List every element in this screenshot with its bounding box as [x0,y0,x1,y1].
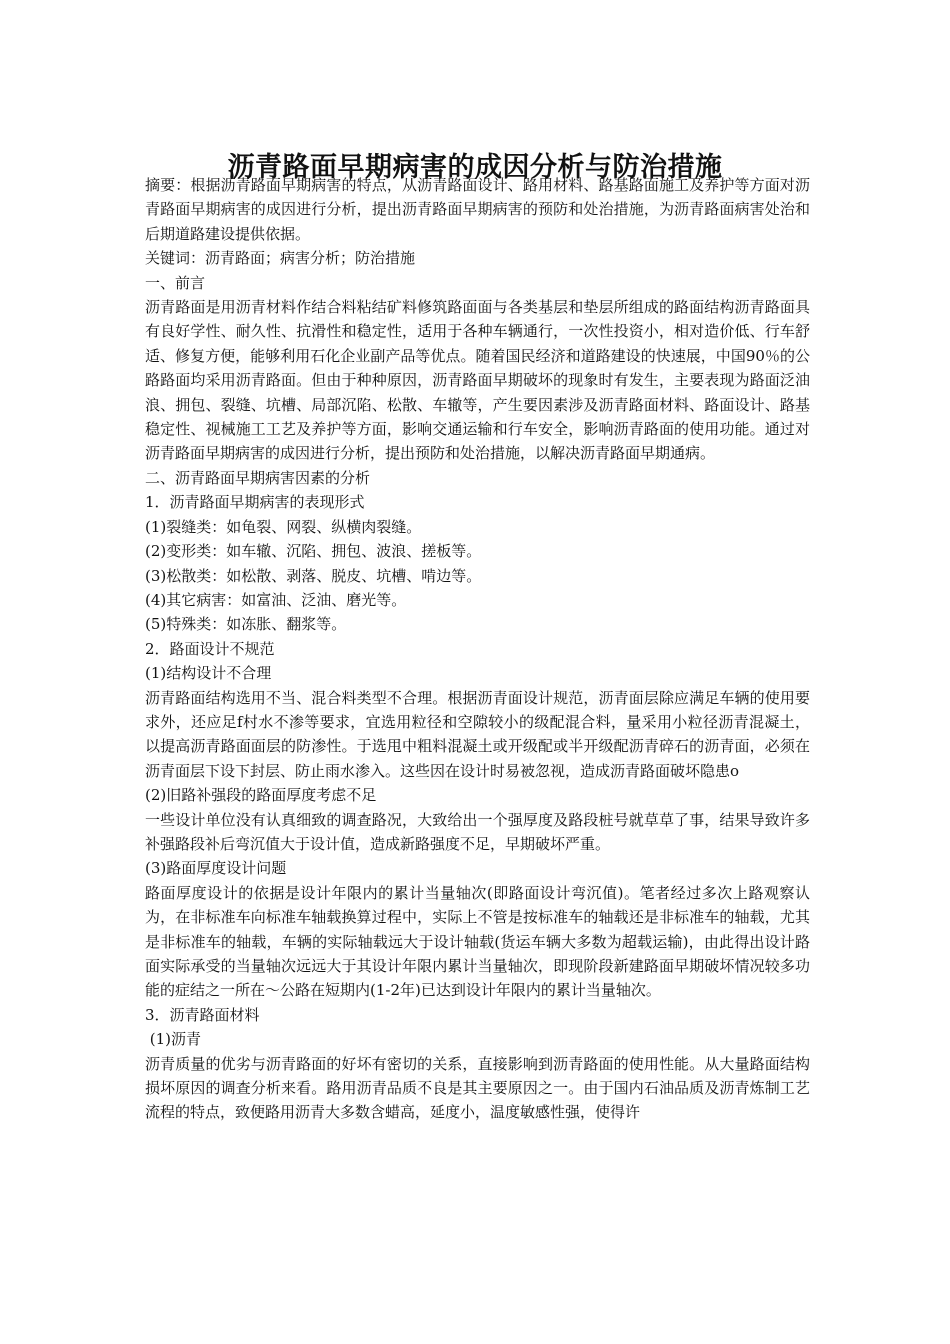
item-heading-structure: (1)结构设计不合理 [145,664,272,683]
item-heading-asphalt: (1)沥青 [145,1030,202,1049]
thickness-paragraph: 路面厚度设计的依据是设计年限内的累计当量轴次(即路面设计弯沉值)。笔者经过多次上路观察认为，在非标准车向标准车轴载换算过程中，实际上不管是按标准车的轴载还是非标准车的轴载，尤其是非标准车的轴载，车辆的实际轴载远大于设计轴载(货运车辆大多数为超载运输)，由此得出设计路面实际承受的当量轴次远远大于其设计年限内累计当量轴次，即现阶段新建路面早期破坏情况较多功能的症结之一所在～公路在短期内(1-2年)已达到设计年限内的累计当量轴次。 [145,883,810,1000]
abstract-paragraph: 摘要：根据沥青路面早期病害的特点，从沥青路面设计、路用材料、路基路面施工及养护等方面对沥青路面早期病害的成因进行分析，提出沥青路面早期病害的预防和处治措施，为沥青路面病害处治和后期道路建设提供依据。 [145,176,810,243]
list-item-cracks: (1)裂缝类：如龟裂、网裂、纵横肉裂缝。 [145,517,422,536]
section-heading-analysis: 二、沥青路面早期病害因素的分析 [145,468,371,487]
keywords-line: 关键词：沥青路面；病害分析；防治措施 [145,249,416,268]
item-heading-thickness: (3)路面厚度设计问题 [145,859,287,878]
list-item-other: (4)其它病害：如富油、泛油、磨光等。 [145,590,407,609]
subsection-heading-forms: 1．沥青路面早期病害的表现形式 [145,493,365,512]
preface-paragraph: 沥青路面是用沥青材料作结合料粘结矿料修筑路面面与各类基层和垫层所组成的路面结构沥青路面具有良好学性、耐久性、抗滑性和稳定性，适用于各种车辆通行，一次性投资小，相对造价低、行车舒适、修复方便，能够利用石化企业副产品等优点。随着国民经济和道路建设的快速展，中国90％的公路路面均采用沥青路面。但由于种种原因，沥青路面早期破坏的现象时有发生，主要表现为路面泛油浪、拥包、裂缝、坑槽、局部沉陷、松散、车辙等，产生要因素涉及沥青路面材料、路面设计、路基稳定性、视械施工工艺及养护等方面，影响交通运输和行车安全，影响沥青路面的使用功能。通过对沥青路面早期病害的成因进行分析，提出预防和处治措施，以解决沥青路面早期通病。 [145,298,810,463]
structure-paragraph: 沥青路面结构选用不当、混合料类型不合理。根据沥青面设计规范，沥青面层除应满足车辆的使用要求外，还应足f村水不渗等要求，宜选用粒径和空隙较小的级配混合料，量采用小粒径沥青混凝土，以提高沥青路面面层的防渗性。于选甩中粗料混凝土或开级配或半开级配沥青碎石的沥青面，必须在沥青面层下设下封层、防止雨水渗入。这些因在设计时易被忽视，造成沥青路面破坏隐患o [145,688,810,780]
list-item-deformation: (2)变形类：如车辙、沉陷、拥包、波浪、搓板等。 [145,542,482,561]
list-item-special: (5)特殊类：如冻胀、翻浆等。 [145,615,347,634]
list-item-loosening: (3)松散类：如松散、剥落、脱皮、坑槽、啃边等。 [145,566,482,585]
subsection-heading-materials: 3．沥青路面材料 [145,1005,260,1024]
asphalt-paragraph: 沥青质量的优劣与沥青路面的好坏有密切的关系，直接影响到沥青路面的使用性能。从大量路面结构损坏原因的调查分析来看。路用沥青品质不良是其主要原因之一。由于国内石油品质及沥青炼制工艺流程的特点，致便路用沥青大多数含蜡高，延度小，温度敏感性强，使得许 [145,1054,810,1122]
document-body [145,173,810,1125]
old-road-paragraph: 一些设计单位没有认真细致的调查路况，大致给出一个强厚度及路段桩号就草草了事，结果导致许多补强路段补后弯沉值大于设计值，造成新路强度不足，早期破坏严重。 [145,810,810,853]
section-heading-preface: 一、前言 [145,273,206,292]
item-heading-old-road: (2)旧路补强段的路面厚度考虑不足 [145,786,377,805]
document-title: 沥青路面早期病害的成因分析与防治措施 [227,152,723,184]
subsection-heading-design: 2．路面设计不规范 [145,639,275,658]
